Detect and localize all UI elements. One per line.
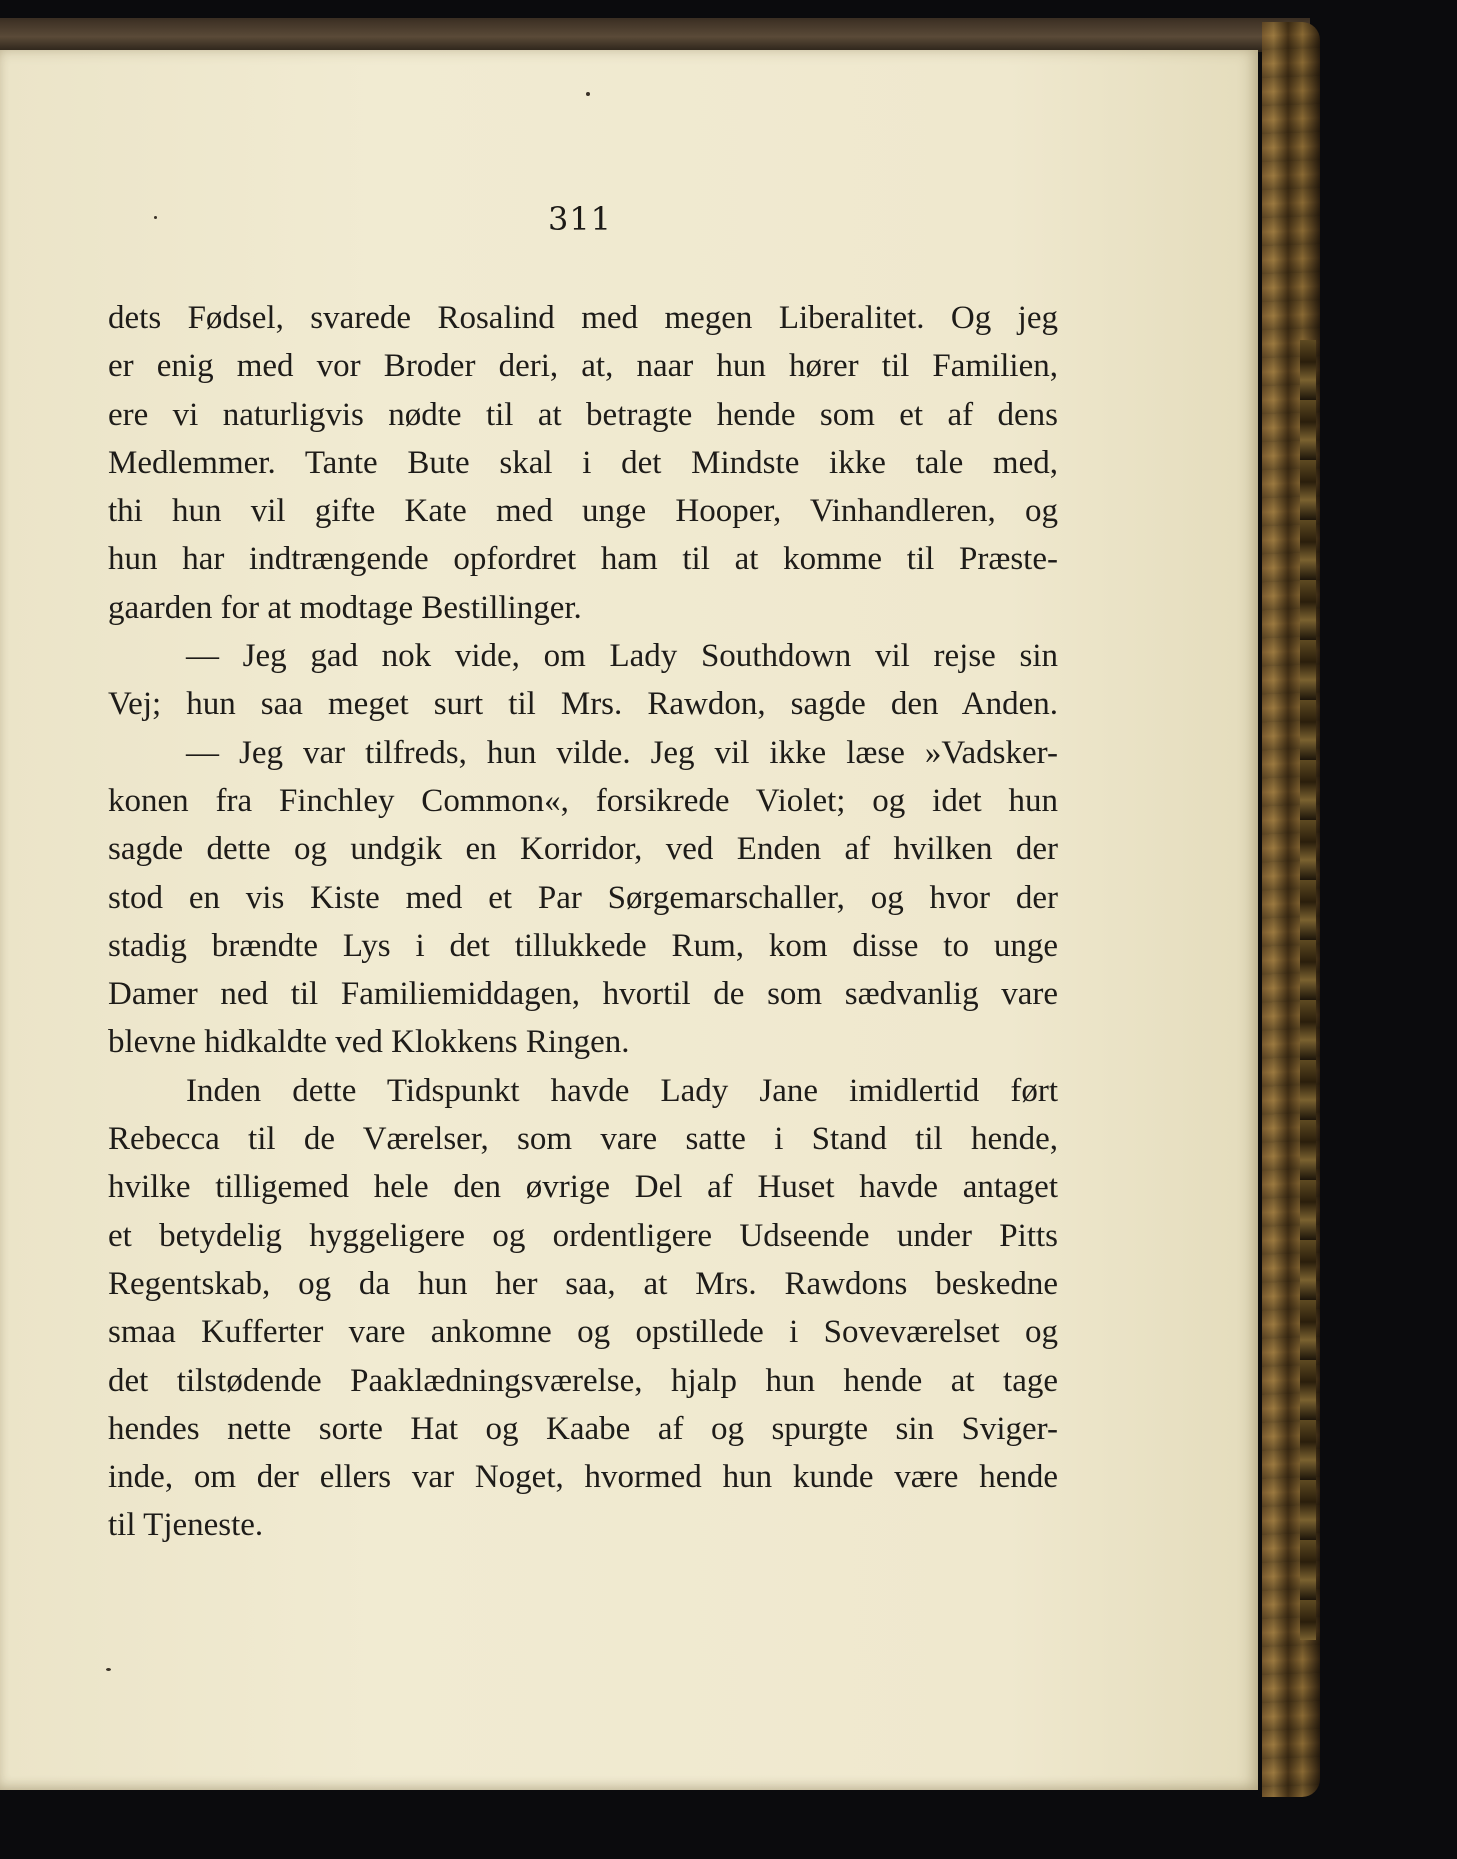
text-line: hvilke tilligemed hele den øvrige Del af Huset havde antaget — [108, 1169, 1058, 1206]
text-line: dets Fødsel, svarede Rosalind med megen Liberalitet. Og jeg — [108, 300, 1058, 336]
text-line: — Jeg var tilfreds, hun vilde. Jeg vil ikke læse »Vadsker- — [186, 734, 1058, 771]
text-line: er enig med vor Broder deri, at, naar hun hører til Familien, — [108, 348, 1058, 385]
text-line: Rebecca til de Værelser, som vare satte i Stand til hende, — [108, 1121, 1058, 1158]
book-top-edge — [0, 18, 1310, 52]
text-line: Regentskab, og da hun her saa, at Mrs. Rawdons beskedne — [108, 1265, 1058, 1302]
text-line: stod en vis Kiste med et Par Sørgemarschaller, og hvor der — [108, 879, 1058, 916]
text-line: konen fra Finchley Common«, forsikrede Violet; og idet hun — [108, 782, 1058, 819]
paper-speck — [586, 92, 590, 96]
text-line: hendes nette sorte Hat og Kaabe af og spurgte sin Sviger- — [108, 1410, 1058, 1447]
text-line: Medlemmer. Tante Bute skal i det Mindste ikke tale med, — [108, 444, 1058, 481]
page-number: 311 — [547, 200, 613, 238]
text-line: hun har indtrængende opfordret ham til at komme til Præste- — [108, 541, 1058, 578]
text-line: ere vi naturligvis nødte til at betragte hende som et af dens — [108, 396, 1058, 433]
text-line: — Jeg gad nok vide, om Lady Southdown vil rejse sin — [186, 638, 1058, 675]
text-line: smaa Kufferter vare ankomne og opstillede i Soveværelset og — [108, 1314, 1058, 1351]
paper-speck — [106, 1668, 111, 1671]
marbled-cover-strip — [1300, 340, 1316, 1640]
text-line: gaarden for at modtage Bestillinger. — [108, 589, 582, 626]
page-body-text — [108, 294, 1058, 1550]
text-line: et betydelig hyggeligere og ordentligere Udseende under Pitts — [108, 1217, 1058, 1254]
text-line: thi hun vil gifte Kate med unge Hooper, Vinhandleren, og — [108, 493, 1058, 530]
text-line: Damer ned til Familiemiddagen, hvortil de som sædvanlig vare — [108, 976, 1058, 1013]
text-line: det tilstødende Paaklædningsværelse, hjalp hun hende at tage — [108, 1362, 1058, 1399]
text-line: inde, om der ellers var Noget, hvormed hun kunde være hende — [108, 1459, 1058, 1496]
text-line: til Tjeneste. — [108, 1507, 264, 1544]
text-line: Inden dette Tidspunkt havde Lady Jane imidlertid ført — [186, 1072, 1058, 1109]
book-page — [0, 50, 1258, 1790]
text-line: blevne hidkaldte ved Klokkens Ringen. — [108, 1024, 630, 1061]
text-line: stadig brændte Lys i det tillukkede Rum, kom disse to unge — [108, 927, 1058, 964]
text-line: sagde dette og undgik en Korridor, ved Enden af hvilken der — [108, 831, 1058, 868]
text-line: Vej; hun saa meget surt til Mrs. Rawdon, sagde den Anden. — [108, 686, 1058, 723]
